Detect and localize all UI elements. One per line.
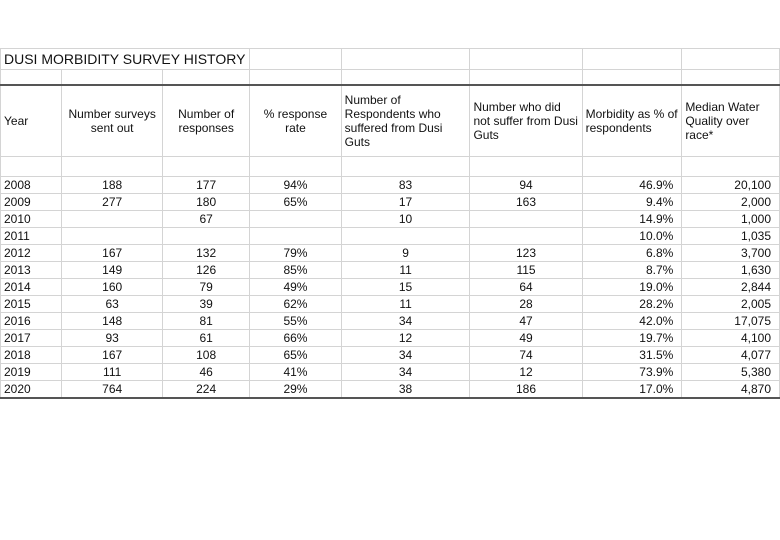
cell-year[interactable]: 2008 [1, 177, 62, 194]
cell[interactable] [470, 49, 582, 70]
cell[interactable] [341, 157, 470, 177]
cell-morbidity[interactable]: 19.0% [582, 279, 682, 296]
cell[interactable] [250, 70, 341, 86]
cell[interactable] [582, 70, 682, 86]
cell-year[interactable]: 2013 [1, 262, 62, 279]
cell-water-quality[interactable]: 2,000 [682, 194, 780, 211]
cell-year[interactable]: 2019 [1, 364, 62, 381]
cell-responses[interactable]: 39 [163, 296, 250, 313]
sheet-title[interactable]: DUSI MORBIDITY SURVEY HISTORY [1, 49, 250, 70]
cell-responses[interactable]: 126 [163, 262, 250, 279]
cell-surveys-sent[interactable]: 63 [62, 296, 163, 313]
cell-response-rate[interactable]: 85% [250, 262, 341, 279]
cell-suffered[interactable]: 38 [341, 381, 470, 399]
cell-suffered[interactable]: 12 [341, 330, 470, 347]
cell-suffered[interactable]: 34 [341, 313, 470, 330]
cell-water-quality[interactable]: 3,700 [682, 245, 780, 262]
header-not-suffered[interactable]: Number who did not suffer from Dusi Guts [470, 85, 582, 157]
header-surveys-sent[interactable]: Number surveys sent out [62, 85, 163, 157]
cell[interactable] [682, 157, 780, 177]
cell-year[interactable]: 2010 [1, 211, 62, 228]
header-response-rate[interactable]: % response rate [250, 85, 341, 157]
cell-year[interactable]: 2012 [1, 245, 62, 262]
cell-suffered[interactable]: 34 [341, 347, 470, 364]
cell-morbidity[interactable]: 42.0% [582, 313, 682, 330]
header-row [1, 85, 780, 157]
cell-not-suffered[interactable] [470, 211, 582, 228]
cell[interactable] [682, 49, 780, 70]
cell-morbidity[interactable]: 6.8% [582, 245, 682, 262]
cell-surveys-sent[interactable]: 764 [62, 381, 163, 399]
cell-surveys-sent[interactable] [62, 211, 163, 228]
cell-morbidity[interactable]: 17.0% [582, 381, 682, 399]
cell[interactable] [341, 49, 470, 70]
cell-not-suffered[interactable]: 115 [470, 262, 582, 279]
cell-not-suffered[interactable]: 74 [470, 347, 582, 364]
cell-surveys-sent[interactable]: 167 [62, 347, 163, 364]
cell[interactable] [582, 157, 682, 177]
cell-responses[interactable]: 108 [163, 347, 250, 364]
cell-not-suffered[interactable]: 49 [470, 330, 582, 347]
cell-water-quality[interactable]: 20,100 [682, 177, 780, 194]
spreadsheet [0, 48, 780, 399]
cell-surveys-sent[interactable]: 160 [62, 279, 163, 296]
cell-response-rate[interactable]: 66% [250, 330, 341, 347]
cell-morbidity[interactable]: 19.7% [582, 330, 682, 347]
cell-response-rate[interactable]: 41% [250, 364, 341, 381]
cell-suffered[interactable]: 11 [341, 262, 470, 279]
cell-responses[interactable]: 224 [163, 381, 250, 399]
cell-morbidity[interactable]: 28.2% [582, 296, 682, 313]
cell-suffered[interactable]: 11 [341, 296, 470, 313]
cell[interactable] [62, 157, 163, 177]
cell[interactable] [62, 70, 163, 86]
header-water-quality[interactable]: Median Water Quality over race* [682, 85, 780, 157]
cell-year[interactable]: 2015 [1, 296, 62, 313]
cell-responses[interactable]: 61 [163, 330, 250, 347]
cell-morbidity[interactable]: 9.4% [582, 194, 682, 211]
cell-suffered[interactable] [341, 228, 470, 245]
cell-response-rate[interactable]: 62% [250, 296, 341, 313]
cell[interactable] [163, 157, 250, 177]
cell-response-rate[interactable]: 79% [250, 245, 341, 262]
cell-not-suffered[interactable]: 186 [470, 381, 582, 399]
header-responses[interactable]: Number of responses [163, 85, 250, 157]
cell-suffered[interactable]: 83 [341, 177, 470, 194]
cell-not-suffered[interactable]: 12 [470, 364, 582, 381]
table-row [1, 347, 780, 364]
cell-responses[interactable]: 67 [163, 211, 250, 228]
table-row [1, 228, 780, 245]
cell[interactable] [1, 157, 62, 177]
cell-morbidity[interactable]: 46.9% [582, 177, 682, 194]
cell-not-suffered[interactable]: 123 [470, 245, 582, 262]
cell-response-rate[interactable]: 55% [250, 313, 341, 330]
cell-morbidity[interactable]: 31.5% [582, 347, 682, 364]
cell-surveys-sent[interactable]: 148 [62, 313, 163, 330]
cell-morbidity[interactable]: 73.9% [582, 364, 682, 381]
cell-suffered[interactable]: 17 [341, 194, 470, 211]
table-row [1, 177, 780, 194]
cell-year[interactable]: 2014 [1, 279, 62, 296]
cell-responses[interactable]: 79 [163, 279, 250, 296]
table-row [1, 381, 780, 399]
cell-suffered[interactable]: 9 [341, 245, 470, 262]
cell-response-rate[interactable] [250, 228, 341, 245]
survey-table [0, 48, 780, 399]
cell-responses[interactable]: 46 [163, 364, 250, 381]
header-suffered[interactable]: Number of Respondents who suffered from Dusi Guts [341, 85, 470, 157]
cell-not-suffered[interactable]: 28 [470, 296, 582, 313]
cell-water-quality[interactable]: 1,035 [682, 228, 780, 245]
table-row [1, 364, 780, 381]
cell-surveys-sent[interactable]: 149 [62, 262, 163, 279]
cell-surveys-sent[interactable]: 167 [62, 245, 163, 262]
cell-response-rate[interactable]: 49% [250, 279, 341, 296]
table-row [1, 194, 780, 211]
cell-year[interactable]: 2018 [1, 347, 62, 364]
header-year[interactable]: Year [1, 85, 62, 157]
cell-water-quality[interactable]: 2,844 [682, 279, 780, 296]
cell-year[interactable]: 2016 [1, 313, 62, 330]
cell-response-rate[interactable]: 29% [250, 381, 341, 399]
table-row [1, 313, 780, 330]
table-row [1, 262, 780, 279]
cell-surveys-sent[interactable]: 111 [62, 364, 163, 381]
cell-surveys-sent[interactable] [62, 228, 163, 245]
cell-response-rate[interactable]: 94% [250, 177, 341, 194]
cell-response-rate[interactable] [250, 211, 341, 228]
cell-suffered[interactable]: 34 [341, 364, 470, 381]
cell-water-quality[interactable]: 4,100 [682, 330, 780, 347]
cell-year[interactable]: 2020 [1, 381, 62, 399]
cell-water-quality[interactable]: 1,630 [682, 262, 780, 279]
cell-year[interactable]: 2011 [1, 228, 62, 245]
cell-morbidity[interactable]: 14.9% [582, 211, 682, 228]
cell[interactable] [250, 157, 341, 177]
cell[interactable] [682, 70, 780, 86]
cell-water-quality[interactable]: 17,075 [682, 313, 780, 330]
cell-year[interactable]: 2009 [1, 194, 62, 211]
cell-surveys-sent[interactable]: 277 [62, 194, 163, 211]
table-row [1, 211, 780, 228]
cell-responses[interactable] [163, 228, 250, 245]
cell-responses[interactable]: 132 [163, 245, 250, 262]
cell[interactable] [250, 49, 341, 70]
cell-response-rate[interactable]: 65% [250, 194, 341, 211]
cell[interactable] [582, 49, 682, 70]
table-row [1, 296, 780, 313]
cell-not-suffered[interactable]: 64 [470, 279, 582, 296]
cell-surveys-sent[interactable]: 188 [62, 177, 163, 194]
cell[interactable] [470, 70, 582, 86]
table-row [1, 245, 780, 262]
cell[interactable] [341, 70, 470, 86]
cell-suffered[interactable]: 15 [341, 279, 470, 296]
header-morbidity[interactable]: Morbidity as % of respondents [582, 85, 682, 157]
cell-not-suffered[interactable] [470, 228, 582, 245]
cell-water-quality[interactable]: 4,870 [682, 381, 780, 399]
cell[interactable] [1, 70, 62, 86]
table-row [1, 279, 780, 296]
cell-water-quality[interactable]: 2,005 [682, 296, 780, 313]
cell-not-suffered[interactable]: 94 [470, 177, 582, 194]
cell-water-quality[interactable]: 1,000 [682, 211, 780, 228]
cell-responses[interactable]: 180 [163, 194, 250, 211]
cell-morbidity[interactable]: 10.0% [582, 228, 682, 245]
cell[interactable] [470, 157, 582, 177]
cell-water-quality[interactable]: 5,380 [682, 364, 780, 381]
cell-not-suffered[interactable]: 163 [470, 194, 582, 211]
cell-not-suffered[interactable]: 47 [470, 313, 582, 330]
table-row [1, 330, 780, 347]
cell-year[interactable]: 2017 [1, 330, 62, 347]
cell-responses[interactable]: 177 [163, 177, 250, 194]
cell-water-quality[interactable]: 4,077 [682, 347, 780, 364]
cell-response-rate[interactable]: 65% [250, 347, 341, 364]
cell[interactable] [163, 70, 250, 86]
cell-surveys-sent[interactable]: 93 [62, 330, 163, 347]
cell-morbidity[interactable]: 8.7% [582, 262, 682, 279]
cell-suffered[interactable]: 10 [341, 211, 470, 228]
cell-responses[interactable]: 81 [163, 313, 250, 330]
